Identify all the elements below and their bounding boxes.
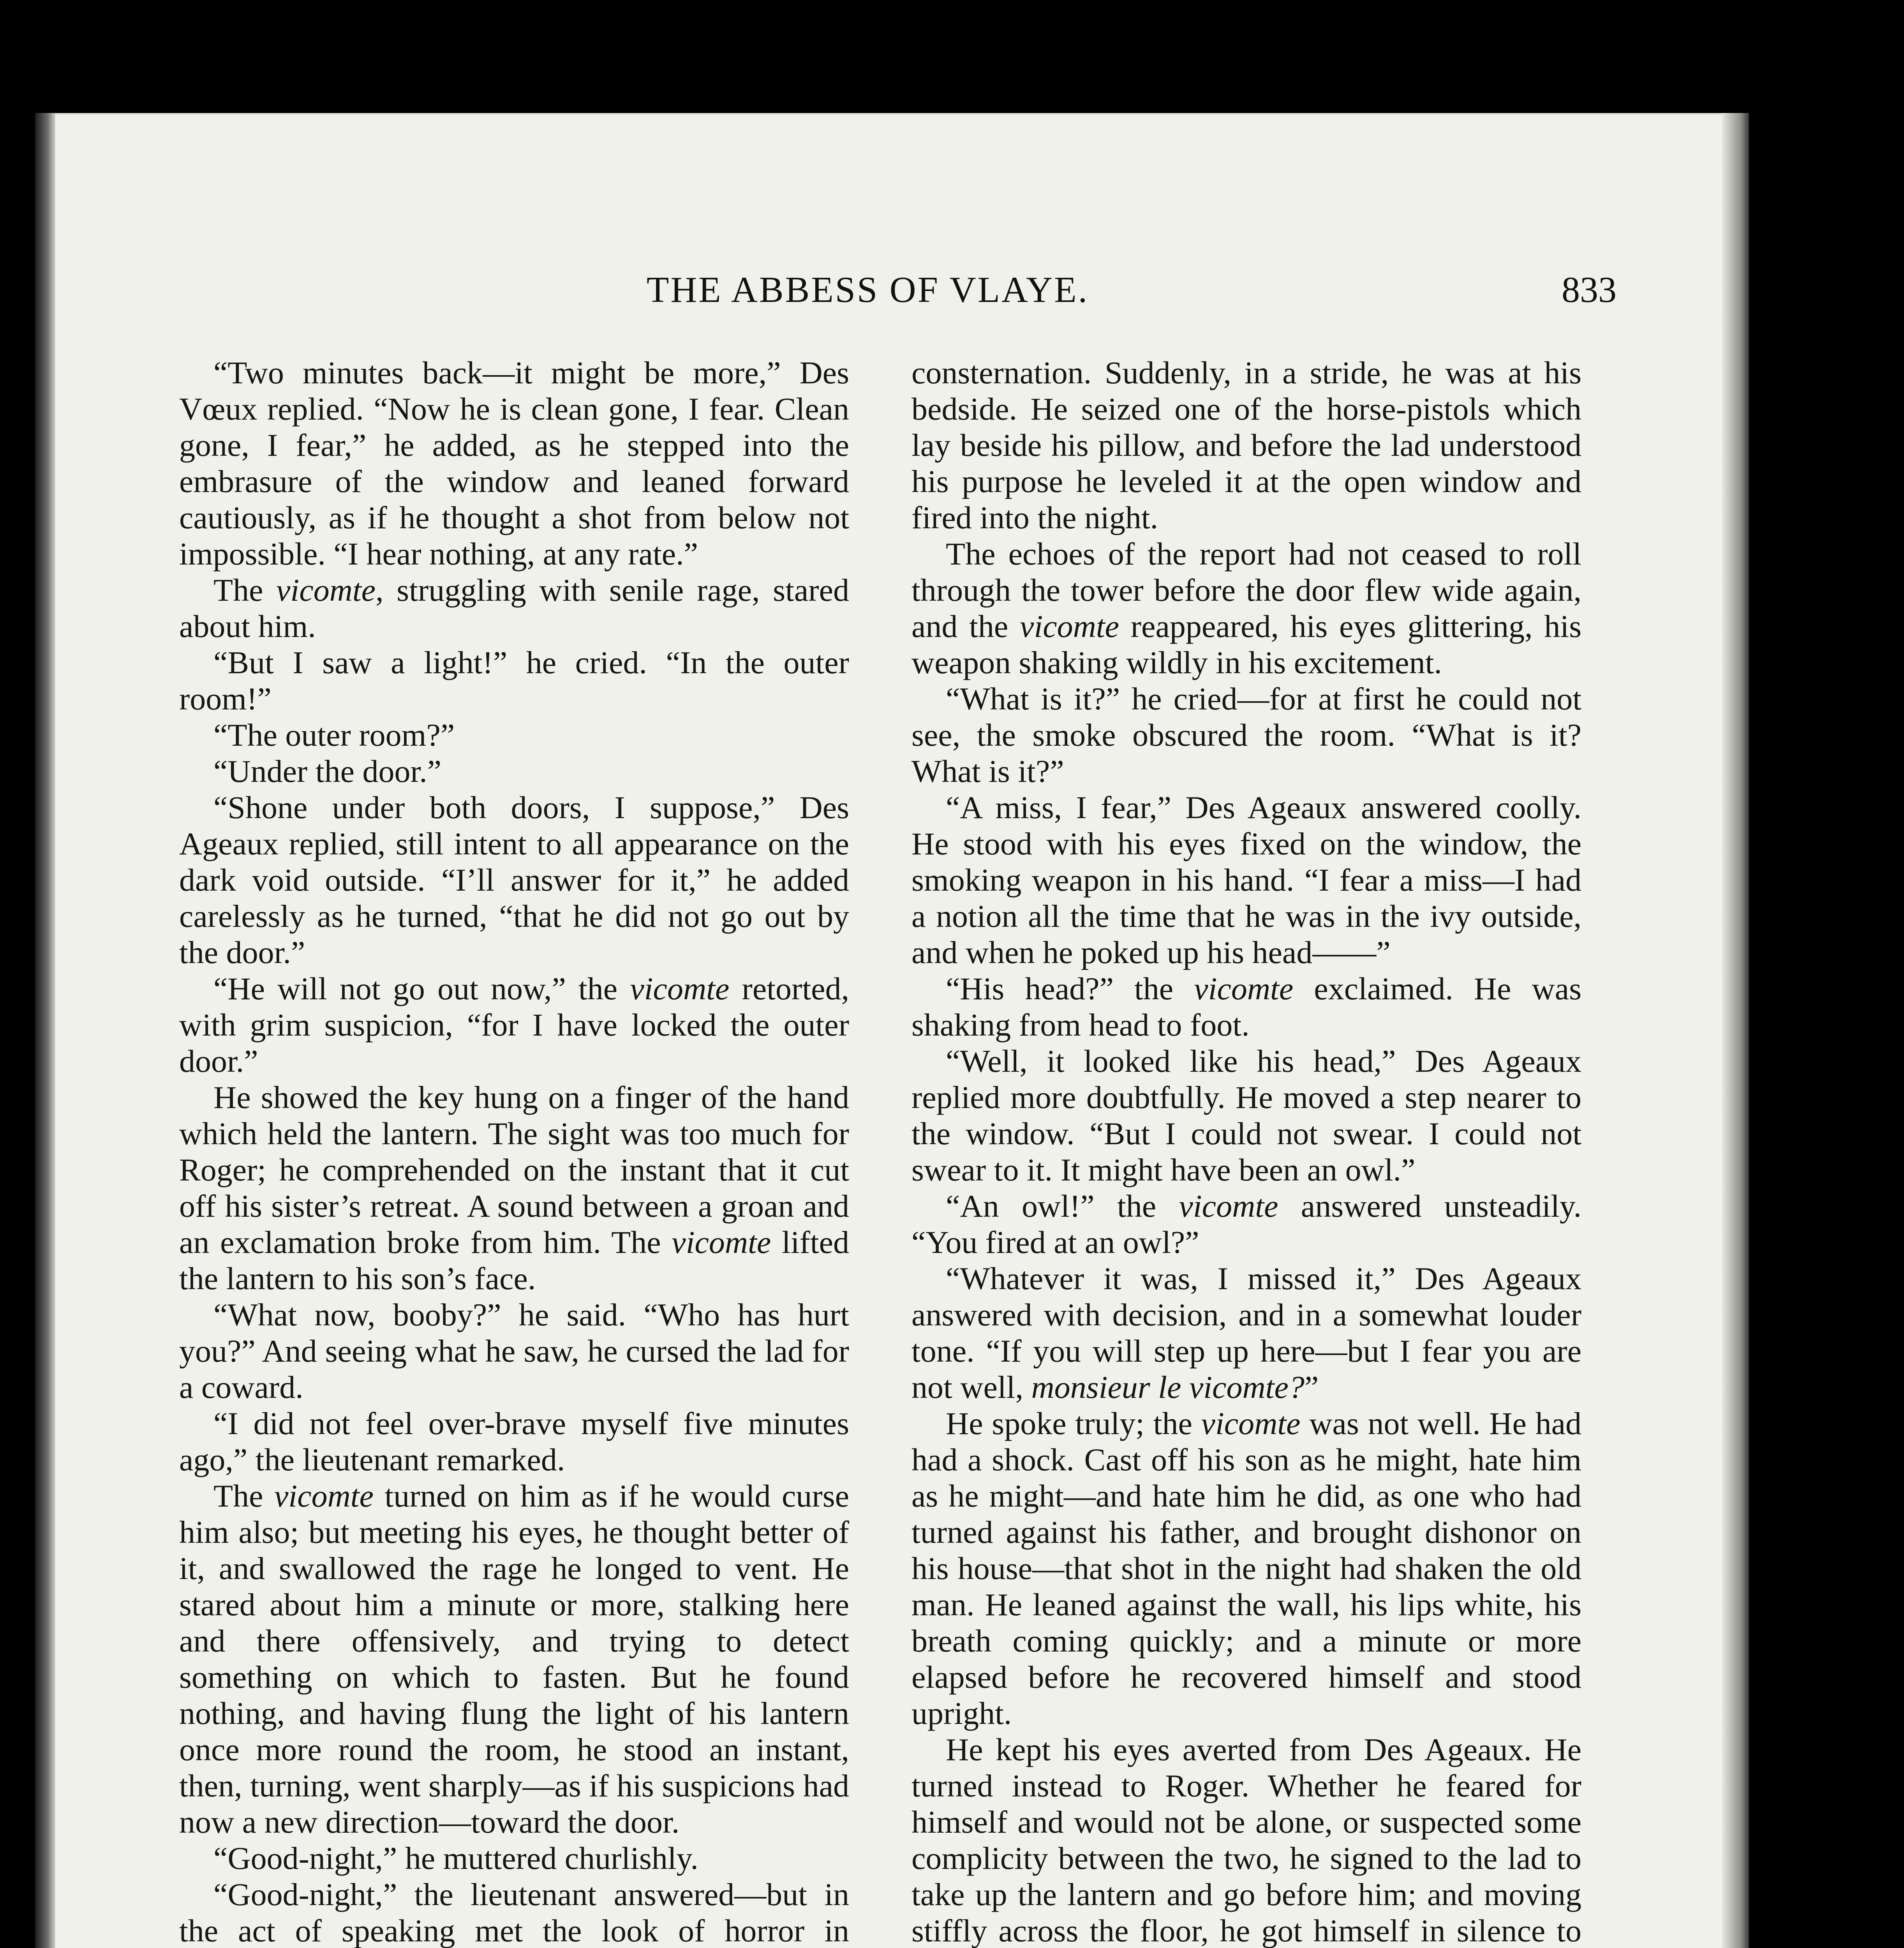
paragraph-right-6: “An owl!” the vicomte answered unsteadily. “You fired at an owl?” [911, 1188, 1581, 1260]
paragraph-right-1: The echoes of the report had not ceased to roll through the tower before the door flew wide again, and the vicomte reappeared, his eyes glittering, his weapon shaking wildly in his excitement. [911, 536, 1581, 680]
paragraph-left-11: “Good-night,” he muttered churlishly. [213, 1840, 698, 1876]
running-header [35, 269, 1749, 323]
paragraph-left-8: “What now, booby?” he said. “Who has hurt you?” And seeing what he saw, he cursed the lad for a coward. [179, 1297, 849, 1405]
paragraph-right-0: consternation. Suddenly, in a stride, he was at his bedside. He seized one of the horse-pistols which lay beside his pillow, and before the lad understood his purpose he leveled it at the open window and fired into the night. [911, 355, 1581, 535]
paragraph-right-2: “What is it?” he cried—for at first he could not see, the smoke obscured the room. “What is it? What is it?” [911, 681, 1581, 789]
paragraph-left-3: “The outer room?” [213, 717, 455, 753]
paragraph-right-5: “Well, it looked like his head,” Des Ageaux replied more doubtfully. He moved a step nearer to the window. “But I could not swear. I could not swear to it. It might have been an owl.” [911, 1043, 1581, 1188]
paragraph-left-10: The vicomte turned on him as if he would curse him also; but meeting his eyes, he thought better of it, and swallowed the rage he longed to vent. He stared about him a minute or more, stalking here and there offensively, and trying to detect something on which to fasten. But he found nothing, and having flung the light of his lantern once more round the room, he stood an instant, then, turning, went sharply—as if his suspicions had now a new direction—toward the door. [179, 1478, 849, 1840]
paragraph-left-5: “Shone under both doors, I suppose,” Des Ageaux replied, still intent to all appearance on the dark void outside. “I’ll answer for it,” he added carelessly as he turned, “that he did not go out by the door.” [179, 790, 849, 970]
paragraph-right-7: “Whatever it was, I missed it,” Des Ageaux answered with decision, and in a somewhat louder tone. “If you will step up here—but I fear you are not well, monsieur le vicomte?” [911, 1261, 1581, 1405]
binding-gutter [35, 113, 55, 1948]
paragraph-right-9: He kept his eyes averted from Des Ageaux. He turned instead to Roger. Whether he feared for himself and would not be alone, or suspected some complicity between the two, he signed to the lad to take up the lantern and go before him; and moving stiffly across the floor, he got himself in silence to [911, 1732, 1581, 1948]
book-page [35, 113, 1749, 1948]
paragraph-left-2: “But I saw a light!” he cried. “In the outer room!” [179, 645, 849, 716]
paragraph-left-6: “He will not go out now,” the vicomte retorted, with grim suspicion, “for I have locked the outer door.” [179, 971, 849, 1079]
running-title: THE ABBESS OF VLAYE. [647, 270, 1089, 310]
paragraph-left-4: “Under the door.” [213, 753, 442, 789]
text-column-right [911, 355, 1581, 1948]
paragraph-right-4: “His head?” the vicomte exclaimed. He was shaking from head to foot. [911, 971, 1581, 1043]
paragraph-right-8: He spoke truly; the vicomte was not well. He had had a shock. Cast off his son as he might, hate him as he might—and hate him he did, as one who had turned against his father, and brought dishonor on his house—that shot in the night had shaken the old man. He leaned against the wall, his lips white, his breath coming quickly; and a minute or more elapsed before he recovered himself and stood upright. [911, 1406, 1581, 1731]
page-number: 833 [1562, 270, 1617, 310]
page-edge [1722, 113, 1749, 1948]
paragraph-left-12: “Good-night,” the lieutenant answered—but in the act of speaking met the look of horror in [179, 1877, 849, 1948]
paragraph-left-7: He showed the key hung on a finger of the hand which held the lantern. The sight was too much for Roger; he comprehended on the instant that it cut off his sister’s retreat. A sound between a groan and an exclamation broke from him. The vicomte lifted the lantern to his son’s face. [179, 1080, 849, 1296]
paragraph-left-1: The vicomte, struggling with senile rage, stared about him. [179, 572, 849, 644]
paragraph-left-9: “I did not feel over-brave myself five minutes ago,” the lieutenant remarked. [179, 1406, 849, 1477]
paragraph-left-0: “Two minutes back—it might be more,” Des Vœux replied. “Now he is clean gone, I fear. Clean gone, I fear,” he added, as he stepped into the embrasure of the window and leaned forward cautiously, as if he thought a shot from below not impossible. “I hear nothing, at any rate.” [179, 355, 849, 572]
paragraph-right-3: “A miss, I fear,” Des Ageaux answered coolly. He stood with his eyes fixed on the window, the smoking weapon in his hand. “I fear a miss—I had a notion all the time that he was in the ivy outside, and when he poked up his head——” [911, 790, 1581, 970]
text-column-left [179, 355, 849, 1948]
